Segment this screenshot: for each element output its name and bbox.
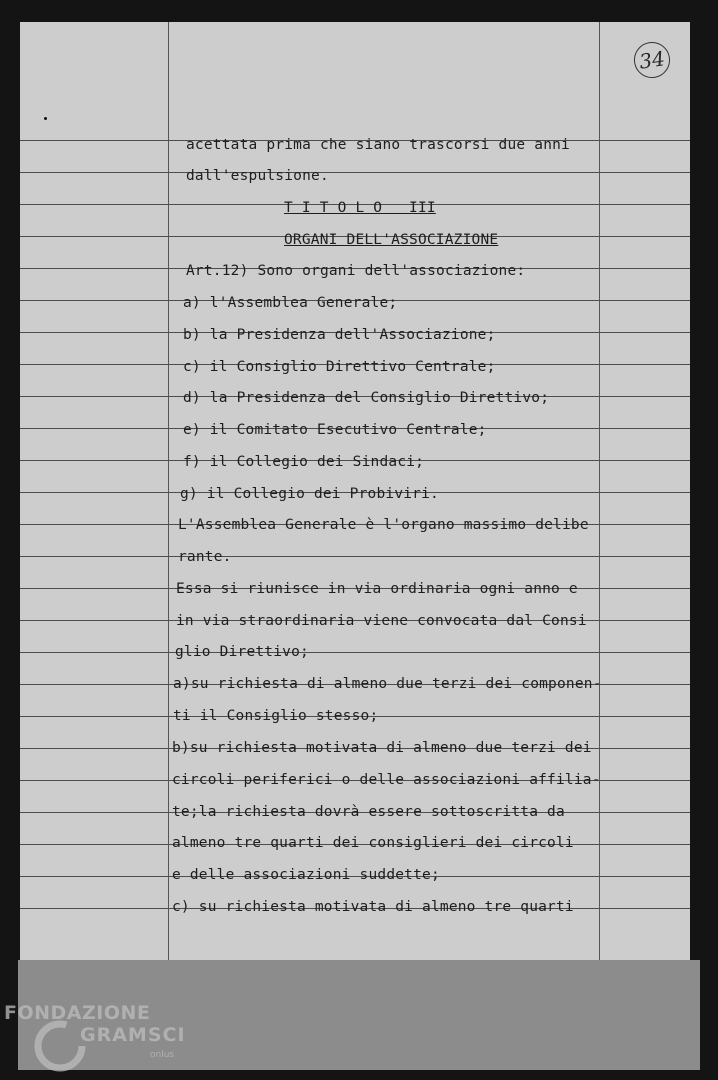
text-line: almeno tre quarti dei consiglieri dei circoli: [172, 835, 574, 851]
left-margin-rule: [168, 22, 169, 960]
list-item: g) il Collegio dei Probiviri.: [180, 486, 439, 502]
page-number-stamp: 34: [632, 40, 673, 81]
text-line: Art.12) Sono organi dell'associazione:: [186, 263, 526, 279]
section-heading: ORGANI DELL'ASSOCIAZIONE: [284, 232, 499, 248]
list-item: e) il Comitato Esecutivo Centrale;: [183, 422, 487, 438]
list-item: a)su richiesta di almeno due terzi dei componen-: [173, 676, 602, 692]
text-line: glio Direttivo;: [175, 644, 309, 660]
list-item: d) la Presidenza del Consiglio Direttivo;: [183, 390, 550, 406]
ink-dot: [44, 117, 47, 120]
list-item: a) l'Assemblea Generale;: [183, 295, 398, 311]
watermark-line-3: onlus: [150, 1050, 175, 1060]
list-item: f) il Collegio dei Sindaci;: [183, 454, 425, 470]
watermark: [4, 1000, 204, 1080]
list-item: b) la Presidenza dell'Associazione;: [183, 327, 496, 343]
text-line: L'Assemblea Generale è l'organo massimo delibe: [178, 517, 589, 533]
text-line: ti il Consiglio stesso;: [173, 708, 379, 724]
text-line: dall'espulsione.: [186, 168, 329, 184]
list-item: c) su richiesta motivata di almeno tre quarti: [172, 899, 574, 915]
title-heading: T I T O L O III: [284, 200, 436, 216]
text-line: rante.: [178, 549, 232, 565]
watermark-line-2: GRAMSCI: [80, 1024, 186, 1046]
ruled-line: [20, 172, 690, 173]
text-line: acettata prima che siano trascorsi due anni: [186, 137, 570, 153]
text-line: circoli periferici o delle associazioni affilia-: [172, 772, 601, 788]
text-line: te;la richiesta dovrà essere sottoscritta da: [172, 804, 565, 820]
text-line: e delle associazioni suddette;: [172, 867, 440, 883]
right-margin-rule: [599, 22, 600, 960]
ruled-line: [20, 556, 690, 557]
list-item: b)su richiesta motivata di almeno due terzi dei: [172, 740, 592, 756]
text-line: Essa si riunisce in via ordinaria ogni anno e: [176, 581, 578, 597]
text-line: in via straordinaria viene convocata dal Consi: [176, 613, 587, 629]
document-page: [20, 22, 690, 960]
list-item: c) il Consiglio Direttivo Centrale;: [183, 359, 496, 375]
ruled-line: [20, 652, 690, 653]
watermark-line-1: FONDAZIONE: [4, 1002, 151, 1024]
